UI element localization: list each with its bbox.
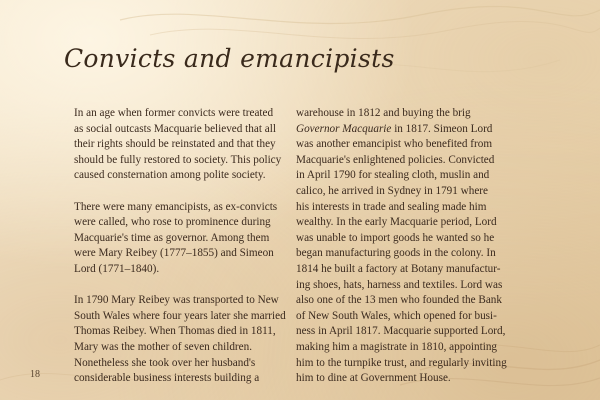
text-line: There were many emancipists, as ex-convicts bbox=[74, 200, 278, 213]
text-line: warehouse in 1812 and buying the brig bbox=[296, 107, 471, 119]
text-line: ing shoes, hats, harness and textiles. Lord was bbox=[296, 278, 503, 291]
text-line: Macquarie's time as governor. Among them bbox=[74, 231, 270, 244]
paragraph bbox=[296, 106, 534, 387]
text-fragment: in 1817. Simeon Lord bbox=[391, 122, 493, 135]
page-title: Convicts and emancipists bbox=[64, 44, 395, 73]
right-text-column bbox=[296, 106, 534, 400]
text-line: In an age when former convicts were treated bbox=[74, 107, 274, 119]
text-line: was another emancipist who benefited from bbox=[296, 138, 493, 151]
text-line: also one of the 13 men who founded the Bank bbox=[296, 294, 502, 307]
ship-name: Governor Macquarie bbox=[296, 122, 392, 135]
text-line: as social outcasts Macquarie believed that all bbox=[74, 122, 276, 135]
text-line: should be fully restored to society. This policy bbox=[74, 153, 282, 166]
text-line: In 1790 Mary Reibey was transported to New bbox=[74, 294, 279, 307]
text-line: their rights should be reinstated and that they bbox=[74, 138, 276, 151]
left-text-column bbox=[74, 106, 314, 400]
text-line: caused consternation among polite society. bbox=[74, 169, 266, 182]
text-line: were Mary Reibey (1777–1855) and Simeon bbox=[74, 247, 274, 260]
text-line: began manufacturing goods in the colony. In bbox=[296, 247, 496, 260]
page-number: 18 bbox=[30, 369, 40, 380]
text-line: his interests in trade and sealing made him bbox=[296, 200, 487, 213]
text-line: him to the turnpike trust, and regularly inviting bbox=[296, 356, 507, 369]
text-line: 1814 he built a factory at Botany manufactur- bbox=[296, 262, 501, 275]
text-line: in April 1790 for stealing cloth, muslin and bbox=[296, 169, 490, 182]
text-line: calico, he arrived in Sydney in 1791 where bbox=[296, 184, 488, 197]
text-line: South Wales where four years later she married bbox=[74, 309, 286, 322]
text-line: Nonetheless she took over her husband's bbox=[74, 356, 256, 369]
text-line: Mary was the mother of seven children. bbox=[74, 340, 253, 353]
text-line: him to dine at Government House. bbox=[296, 372, 451, 385]
text-line: considerable business interests building a bbox=[74, 372, 260, 385]
text-line: wealthy. In the early Macquarie period, Lord bbox=[296, 216, 497, 229]
text-line: Macquarie's enlightened policies. Convicted bbox=[296, 153, 495, 166]
text-line: making him a magistrate in 1810, appointing bbox=[296, 340, 498, 353]
text-line: Thomas Reibey. When Thomas died in 1811, bbox=[74, 325, 276, 338]
text-line bbox=[296, 122, 534, 138]
paragraph bbox=[74, 293, 314, 387]
text-line: of New South Wales, which opened for busi- bbox=[296, 309, 497, 322]
text-line: Lord (1771–1840). bbox=[74, 262, 160, 275]
text-line: ness in April 1817. Macquarie supported Lord, bbox=[296, 325, 506, 338]
text-line: were called, who rose to prominence during bbox=[74, 216, 271, 229]
paragraph bbox=[74, 106, 314, 184]
paragraph bbox=[74, 200, 314, 278]
text-line: was unable to import goods he wanted so he bbox=[296, 231, 495, 244]
